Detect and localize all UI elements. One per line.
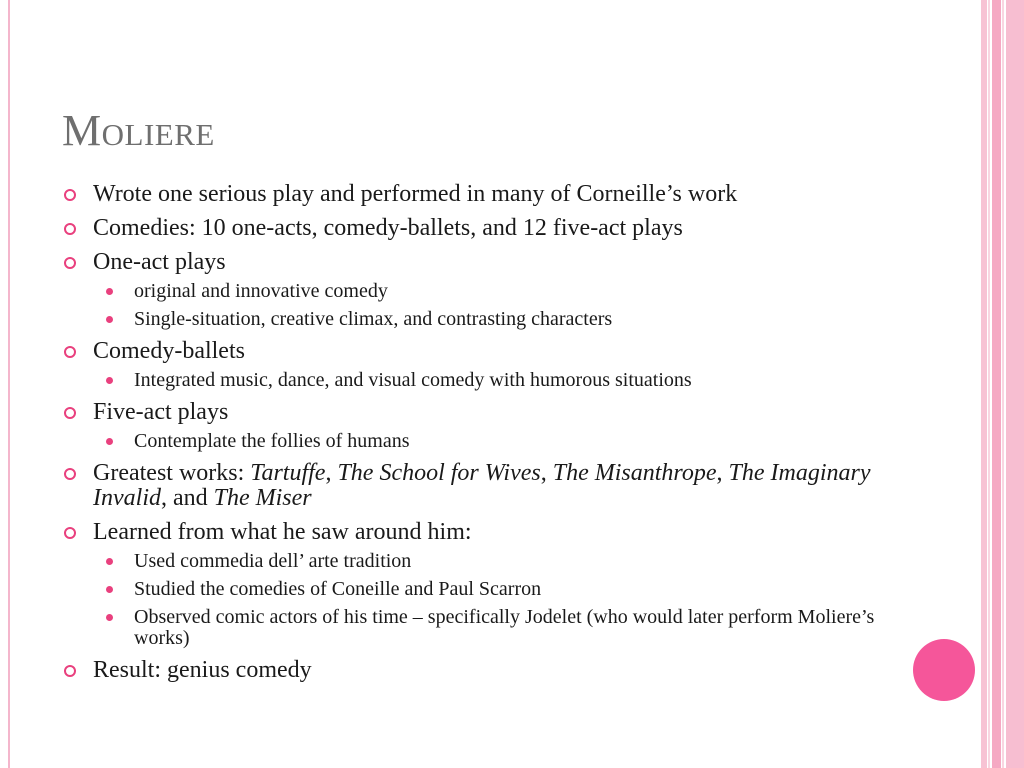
bullet-item (62, 520, 882, 545)
bullet-item (62, 461, 882, 511)
sub-list (62, 431, 882, 452)
dot-bullet-icon (106, 288, 113, 295)
right-stripe (992, 0, 1001, 768)
bullet-item (62, 216, 882, 241)
ring-bullet-icon (64, 527, 76, 539)
right-stripe (981, 0, 987, 768)
dot-bullet-icon (106, 558, 113, 565)
bullet-item (62, 182, 882, 207)
work-title: Tartuffe (250, 460, 326, 486)
bullet-item (62, 339, 882, 364)
right-stripe (988, 0, 990, 768)
dot-bullet-icon (106, 586, 113, 593)
sub-bullet-item (62, 607, 882, 649)
bullet-text: Wrote one serious play and performed in many of Corneille’s work (93, 181, 738, 207)
ring-bullet-icon (64, 468, 76, 480)
right-stripe (1006, 0, 1024, 768)
sub-bullet-text: Single-situation, creative climax, and contrasting characters (134, 308, 613, 330)
left-border-line (8, 0, 10, 768)
sub-bullet-text: Observed comic actors of his time – specifically Jodelet (who would later perform Moliere’s works) (134, 606, 875, 649)
separator: , (540, 460, 553, 486)
bullet-text: Comedy-ballets (93, 338, 245, 364)
bullet-text: Comedies: 10 one-acts, comedy-ballets, and 12 five-act plays (93, 215, 683, 241)
ring-bullet-icon (64, 223, 76, 235)
separator: , (716, 460, 729, 486)
bullet-list (62, 182, 882, 692)
work-title: The Imaginary Invalid (93, 460, 871, 511)
work-title: The Miser (213, 485, 312, 511)
ring-bullet-icon (64, 407, 76, 419)
sub-bullet-item (62, 309, 882, 330)
sub-bullet-item (62, 551, 882, 572)
bullet-item (62, 250, 882, 275)
work-title: The Misanthrope (552, 460, 717, 486)
sub-bullet-item (62, 281, 882, 302)
sub-bullet-item (62, 579, 882, 600)
bullet-text: Result: genius comedy (93, 657, 312, 683)
ring-bullet-icon (64, 346, 76, 358)
sub-list (62, 551, 882, 649)
dot-bullet-icon (106, 377, 113, 384)
greatest-works-prefix: Greatest works: (93, 460, 251, 486)
sub-list (62, 281, 882, 330)
separator: , and (160, 485, 214, 511)
sub-bullet-text: original and innovative comedy (134, 280, 388, 302)
sub-bullet-text: Studied the comedies of Coneille and Paul Scarron (134, 578, 542, 600)
bullet-text: One-act plays (93, 249, 226, 275)
dot-bullet-icon (106, 438, 113, 445)
sub-bullet-text: Used commedia dell’ arte tradition (134, 550, 412, 572)
sub-list (62, 370, 882, 391)
bullet-item (62, 658, 882, 683)
sub-bullet-text: Contemplate the follies of humans (134, 430, 410, 452)
right-stripe (1002, 0, 1004, 768)
sub-bullet-text: Integrated music, dance, and visual comedy with humorous situations (134, 369, 692, 391)
bullet-text: Five-act plays (93, 399, 229, 425)
separator: , (325, 460, 338, 486)
sub-bullet-item (62, 431, 882, 452)
ring-bullet-icon (64, 665, 76, 677)
sub-bullet-item (62, 370, 882, 391)
ring-bullet-icon (64, 189, 76, 201)
bullet-text: Learned from what he saw around him: (93, 519, 472, 545)
dot-bullet-icon (106, 614, 113, 621)
ring-bullet-icon (64, 257, 76, 269)
work-title: The School for Wives (337, 460, 541, 486)
decorative-circle (913, 639, 975, 701)
dot-bullet-icon (106, 316, 113, 323)
slide-title: Moliere (62, 106, 215, 155)
bullet-item (62, 400, 882, 425)
